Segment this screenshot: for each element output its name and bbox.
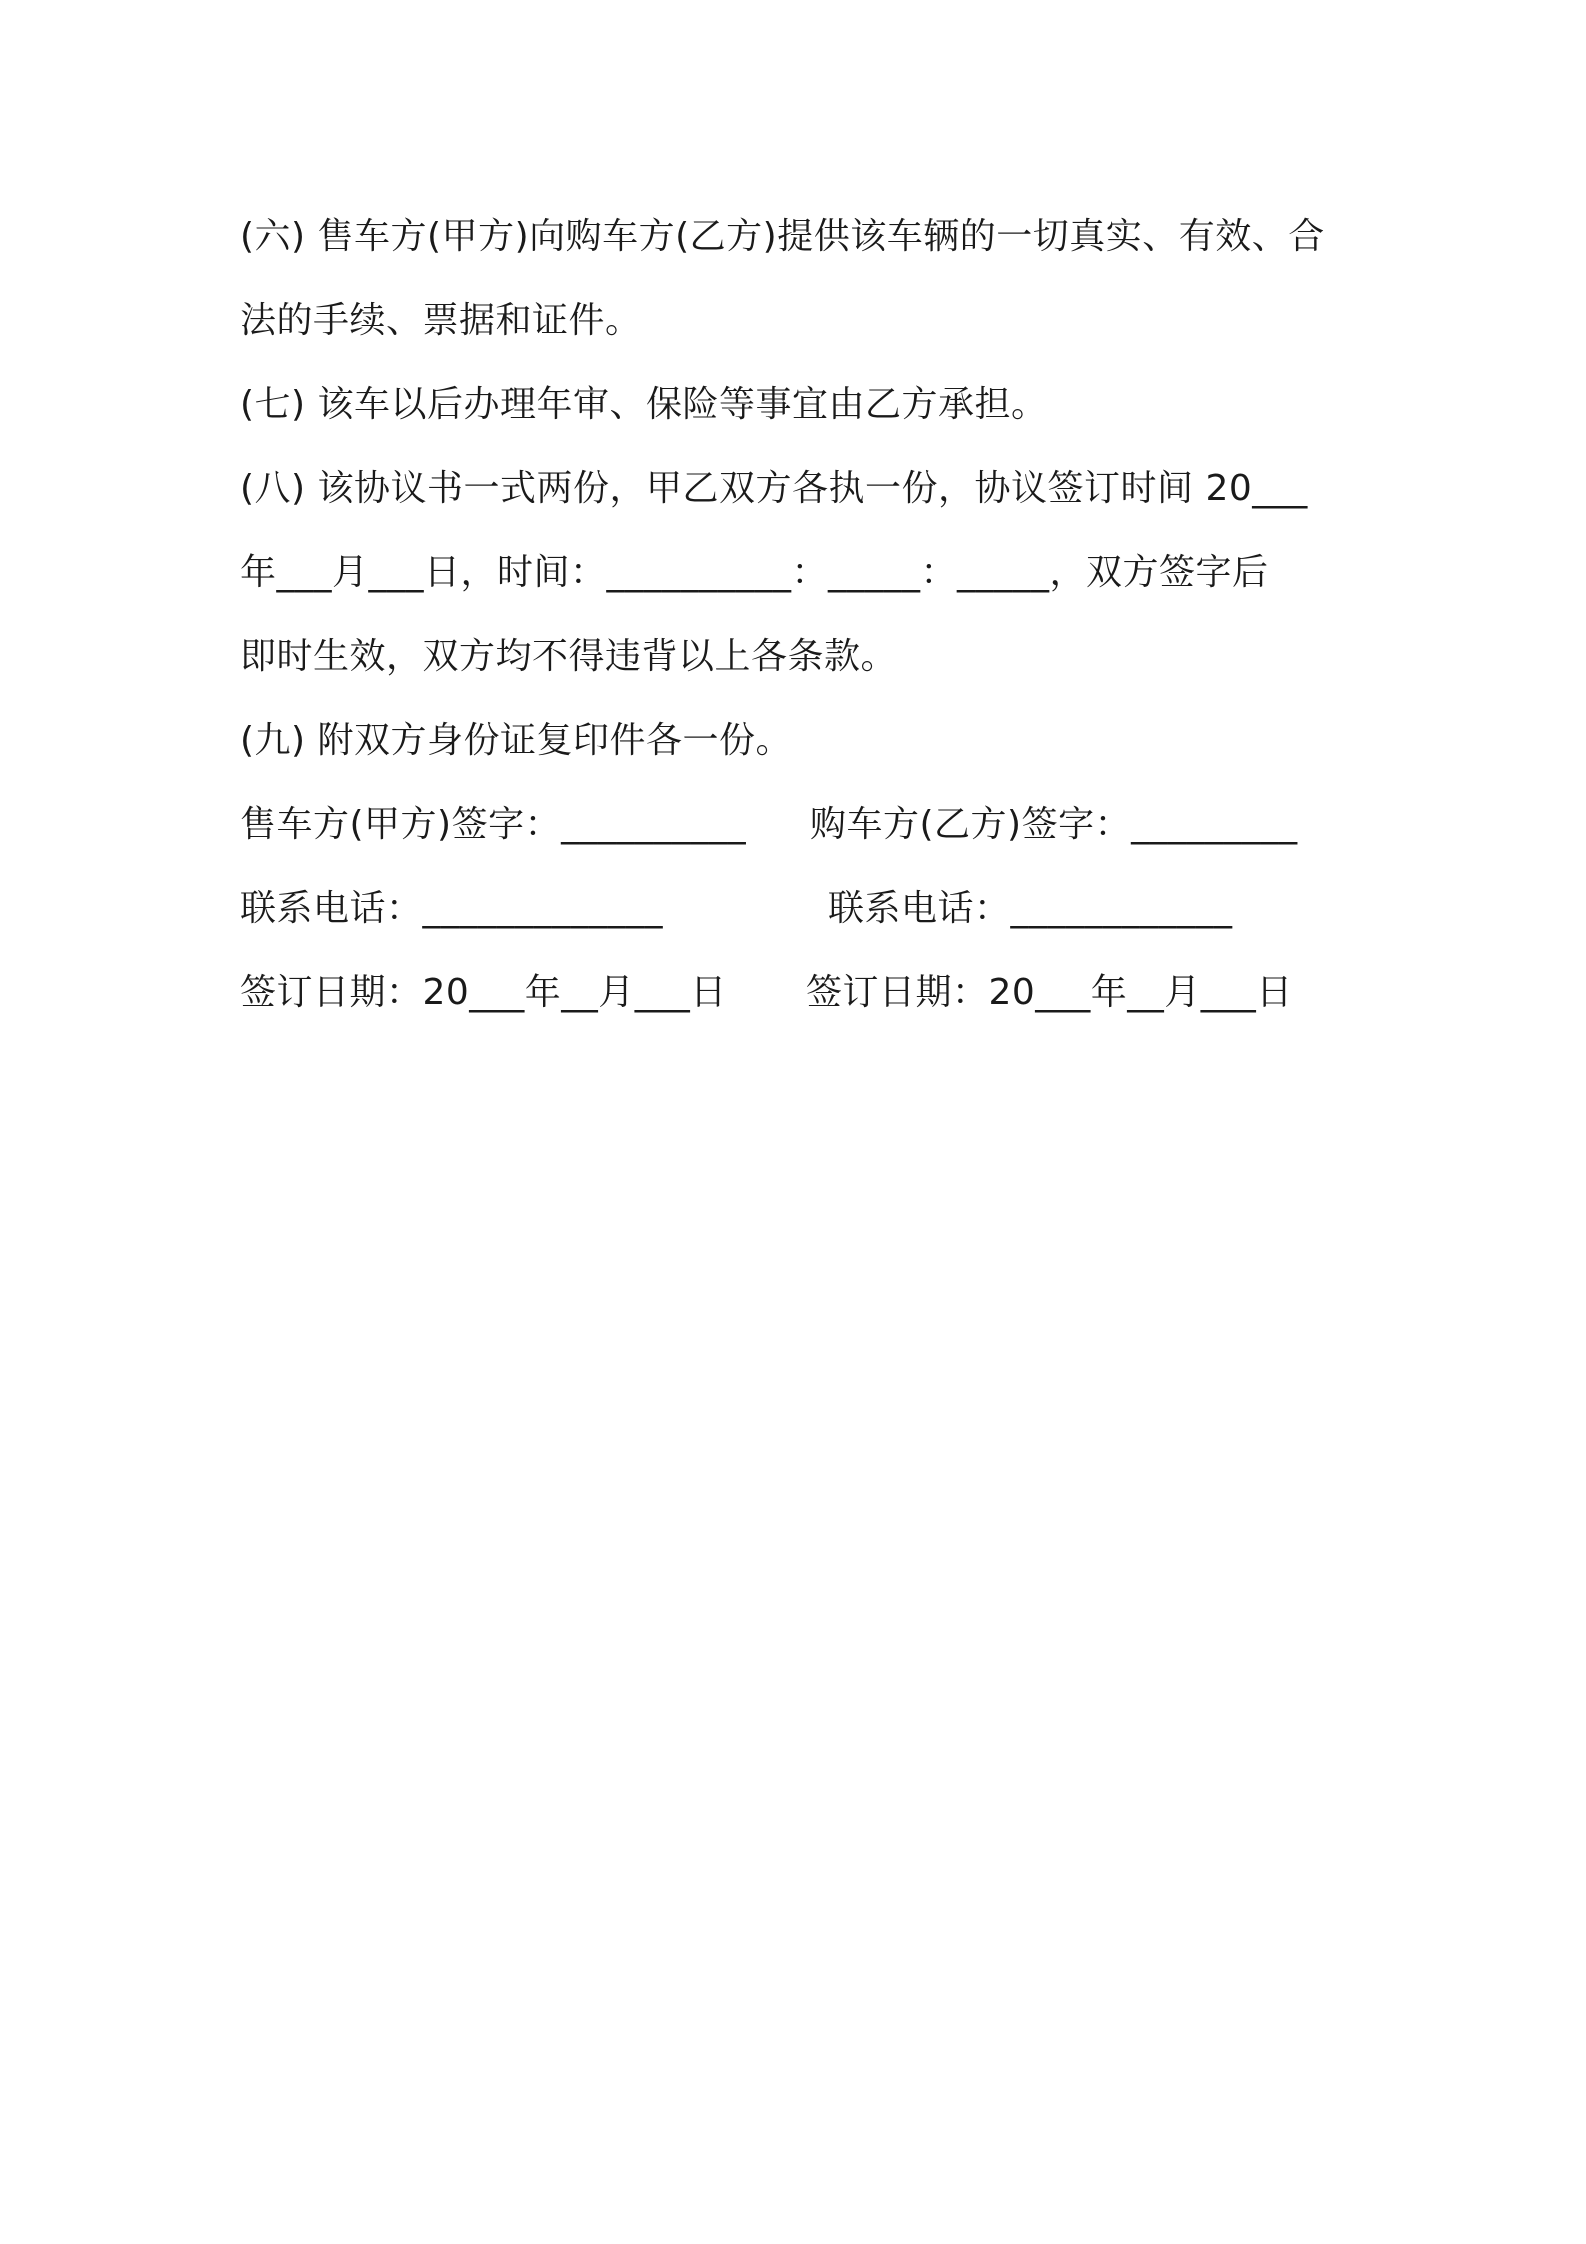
signature-row bbox=[240, 783, 1360, 867]
clause-eight-line-3: 即时生效，双方均不得违背以上各条款。 bbox=[240, 636, 898, 677]
buyer-signature-field: 购车方(乙方)签字：_________ bbox=[810, 804, 1298, 845]
clause-six-line-1: (六) 售车方(甲方)向购车方(乙方)提供该车辆的一切真实、有效、合 bbox=[240, 216, 1325, 257]
buyer-date-field: 签订日期：20___年__月___日 bbox=[806, 972, 1293, 1013]
buyer-phone-field: 联系电话：____________ bbox=[828, 888, 1233, 929]
clause-nine: (九) 附双方身份证复印件各一份。 bbox=[240, 720, 793, 761]
clause-eight-line-2: 年___月___日，时间：__________：_____：_____，双方签字后 bbox=[240, 552, 1269, 593]
document-body bbox=[240, 195, 1360, 1035]
clause-eight-line-1: (八) 该协议书一式两份，甲乙双方各执一份，协议签订时间 20___ bbox=[240, 468, 1308, 509]
date-row bbox=[240, 951, 1360, 1035]
clause-six-line-2: 法的手续、票据和证件。 bbox=[240, 300, 642, 341]
seller-date-field: 签订日期：20___年__月___日 bbox=[240, 972, 727, 1013]
seller-signature-field: 售车方(甲方)签字：__________ bbox=[240, 804, 747, 845]
seller-phone-field: 联系电话：_____________ bbox=[240, 888, 664, 929]
phone-row bbox=[240, 867, 1360, 951]
clause-seven: (七) 该车以后办理年审、保险等事宜由乙方承担。 bbox=[240, 384, 1048, 425]
